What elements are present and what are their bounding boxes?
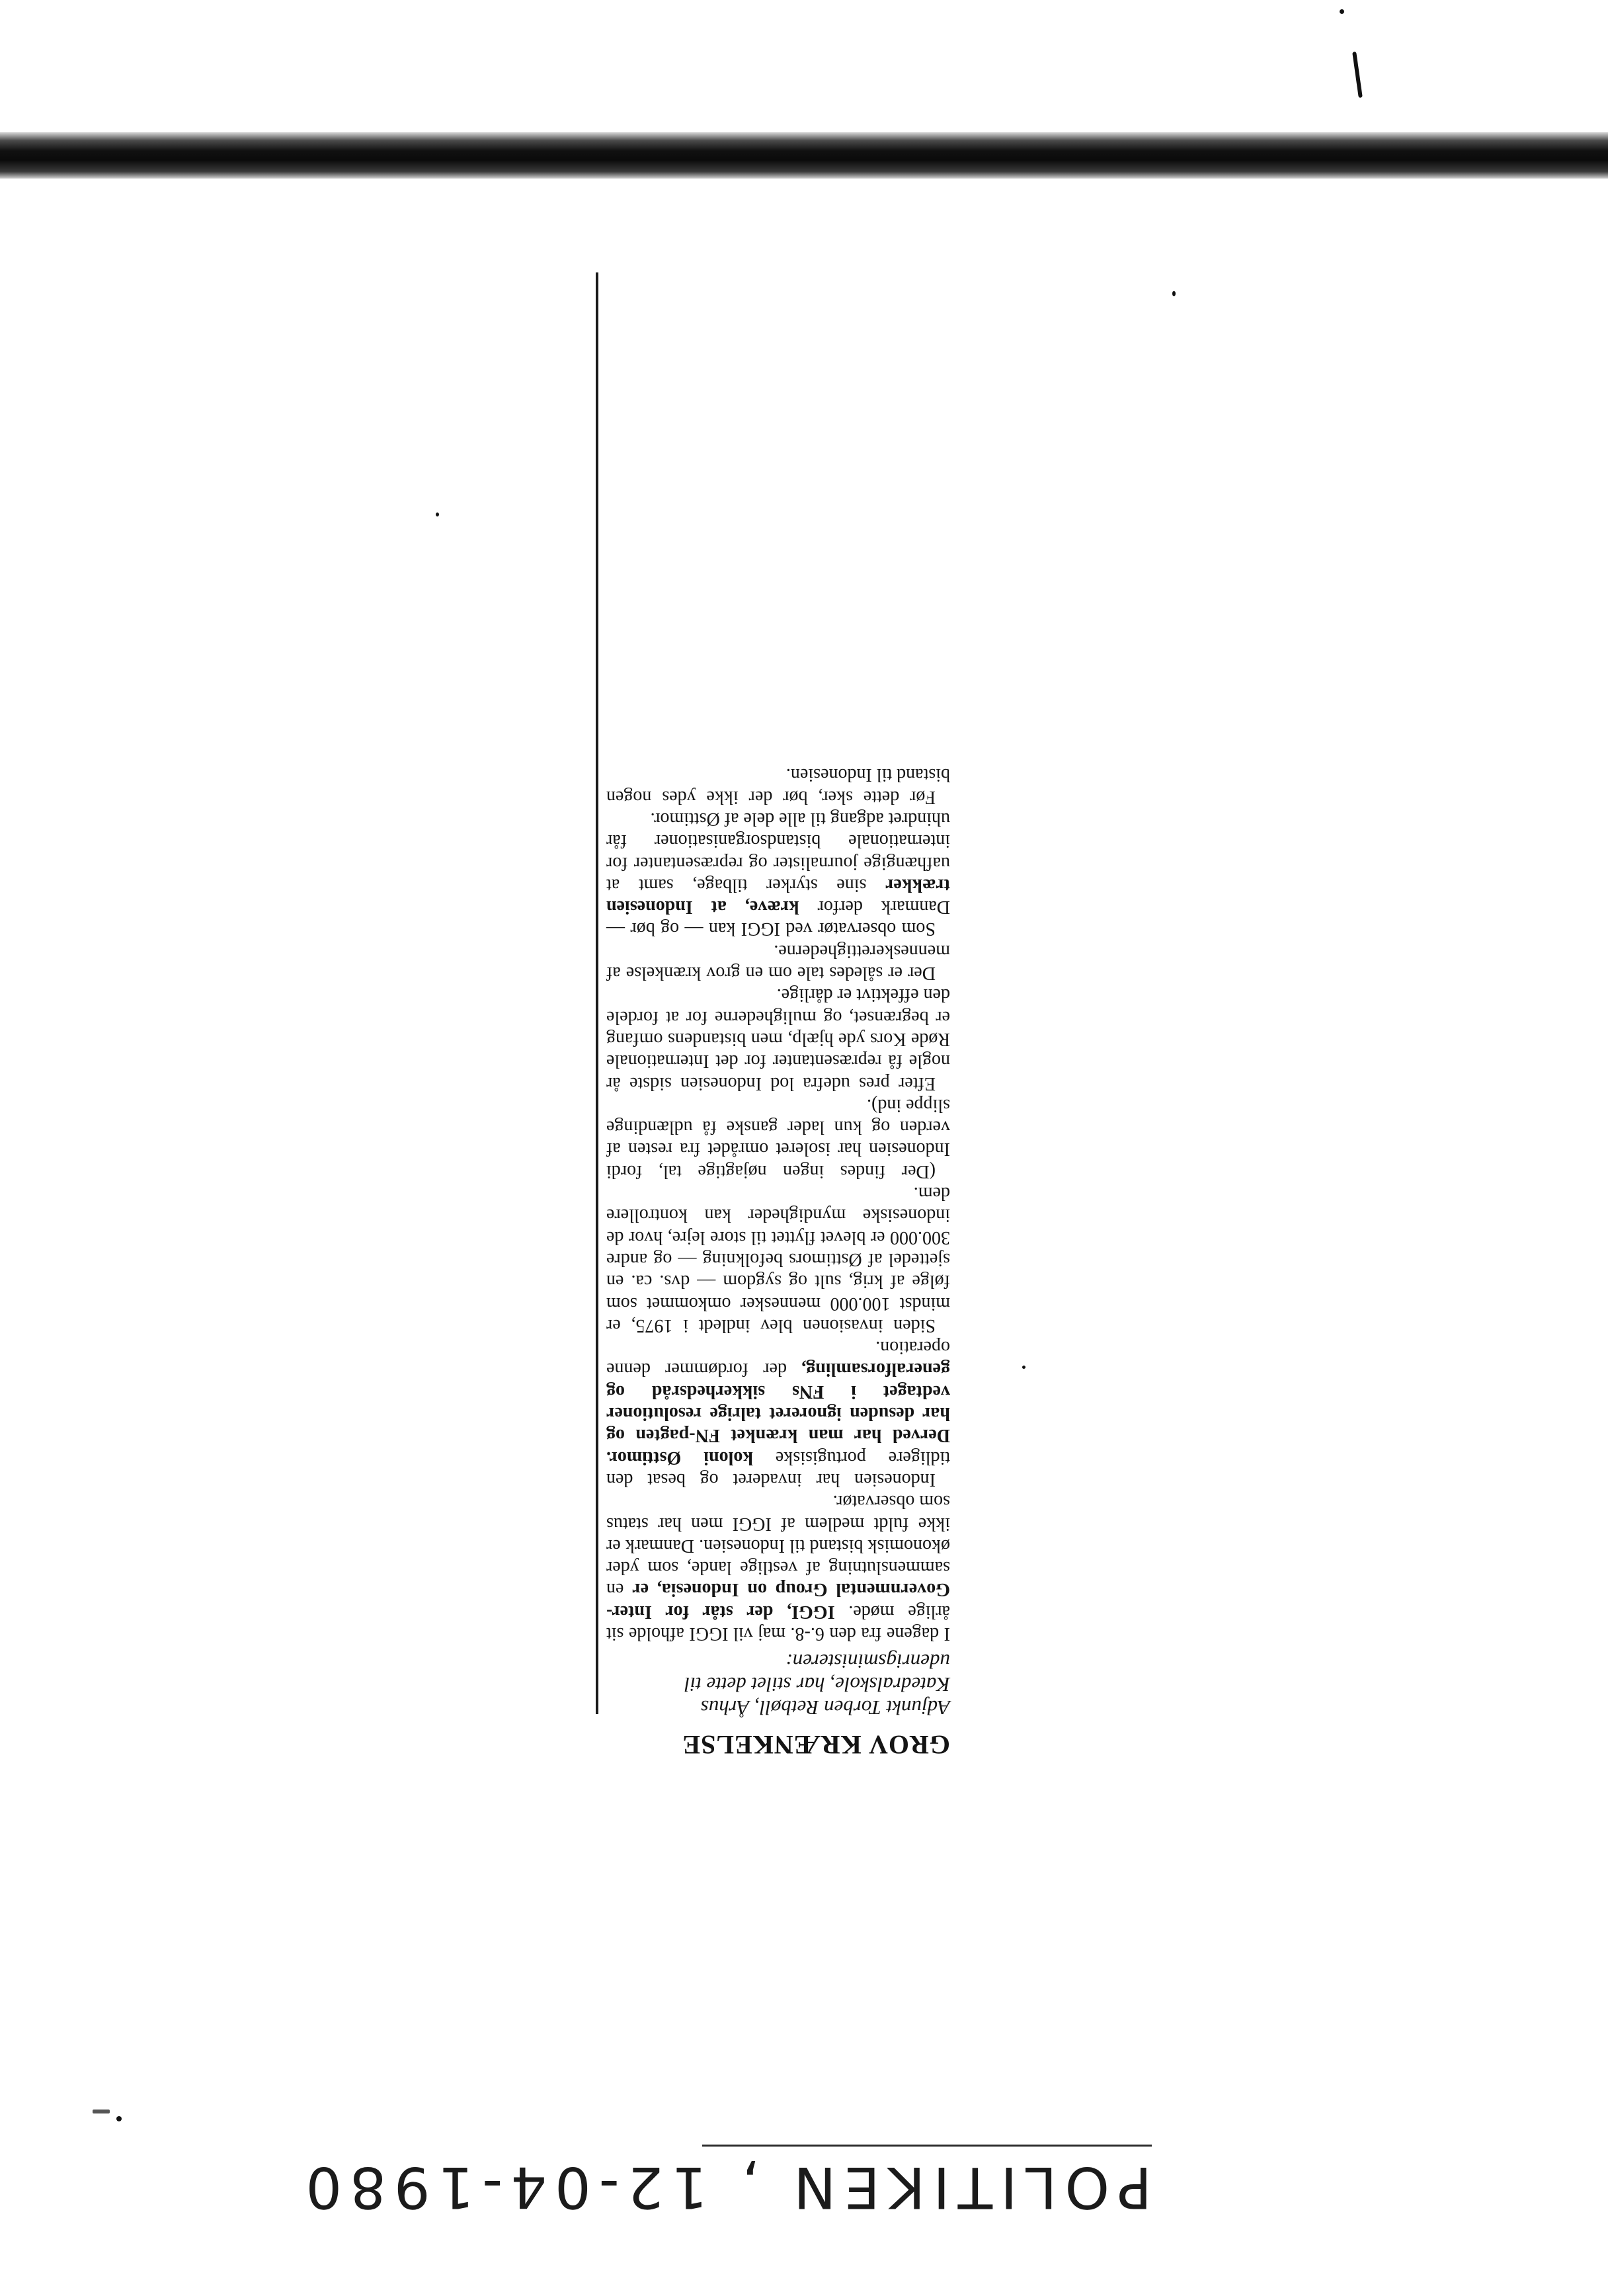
article-paragraph	[606, 1182, 950, 1336]
article-paragraph	[606, 1491, 950, 1645]
article-body	[606, 764, 950, 1645]
article-intro: Adjunkt Torben Retbøll, Århus Katedralskole, har stilet dette til udenrigsministeren:	[684, 1650, 950, 1719]
newspaper-date-stamp	[226, 2137, 1152, 2223]
text-run: I dagene fra den 6.-8. maj vil IGGI afholde sit årlige møde.	[606, 1601, 950, 1644]
column-rule	[596, 272, 598, 1714]
text-run: Siden invasionen blev indledt i 1975, er mindst 100.000 mennesker omkommet som følge af krig, sult og sygdom — dvs. ca. en sjettedel af Østtimors befolkning — og andre 300.000 er blevet flyttet til store lejre, hvor de indonesiske myndigheder kan kontrollere dem.	[606, 1183, 950, 1336]
bold-text-run: koloni Østtimor. Derved har man krænket FN-pagten og har desuden ignoreret talrige resolutioner vedtaget i FNs sikkerhedsråd og generalforsamling,	[606, 1359, 950, 1468]
bold-text-run: IGGI, der står for Inter-Governmental Group on Indonesia, er	[606, 1579, 950, 1622]
article-paragraph	[606, 1094, 950, 1182]
stamp-underline	[702, 2145, 1152, 2147]
article-paragraph	[606, 764, 950, 808]
text-run: Der er således tale om en grov krænkelse af menneskerettighederne.	[606, 940, 950, 984]
article-paragraph	[606, 940, 950, 985]
newspaper-clipping	[593, 292, 950, 1760]
text-run: Efter pres udefra lod Indonesien sidste år nogle få repræsentanter for det Internationale Røde Kors yde hjælp, men bistandens omfang er begrænset, og mulighederne for at fordele den effektivt er dårlige.	[606, 985, 950, 1094]
text-run: der fordømmer denne operation.	[606, 1337, 950, 1380]
stamp-text: POLITIKEN , 12-04-1980	[298, 2154, 1152, 2220]
text-run: Som observatør ved IGGI kan — og bør — Danmark derfor	[606, 897, 950, 940]
article-headline: GROV KRÆNKELSE	[682, 1730, 950, 1760]
text-run: Før dette sker, bør der ikke ydes nogen bistand til Indonesien.	[606, 764, 950, 807]
text-run: (Der findes ingen nøjagtige tal, fordi Indonesien har isoleret området fra resten af verden og kun lader ganske få udlændinge slippe ind).	[606, 1094, 950, 1182]
bold-text-run: kræve, at Indonesien trækker	[606, 874, 950, 918]
text-run: en sammenslutning af vestlige lande, som yder økonomisk bistand til Indonesien. Danmark er ikke fuldt medlem af IGGI men har status som observatør.	[606, 1491, 950, 1600]
text-run: sine styrker tilbage, samt at uafhængige journalister og repræsentanter for internationale bistandsorganisationer får uhindret adgang til alle dele af Østtimor.	[606, 809, 950, 895]
article	[606, 764, 950, 1760]
article-paragraph	[606, 1336, 950, 1491]
article-paragraph	[606, 808, 950, 940]
article-paragraph	[606, 984, 950, 1094]
text-run: Indonesien har invaderet og besat den tidligere portugisiske	[606, 1447, 950, 1490]
